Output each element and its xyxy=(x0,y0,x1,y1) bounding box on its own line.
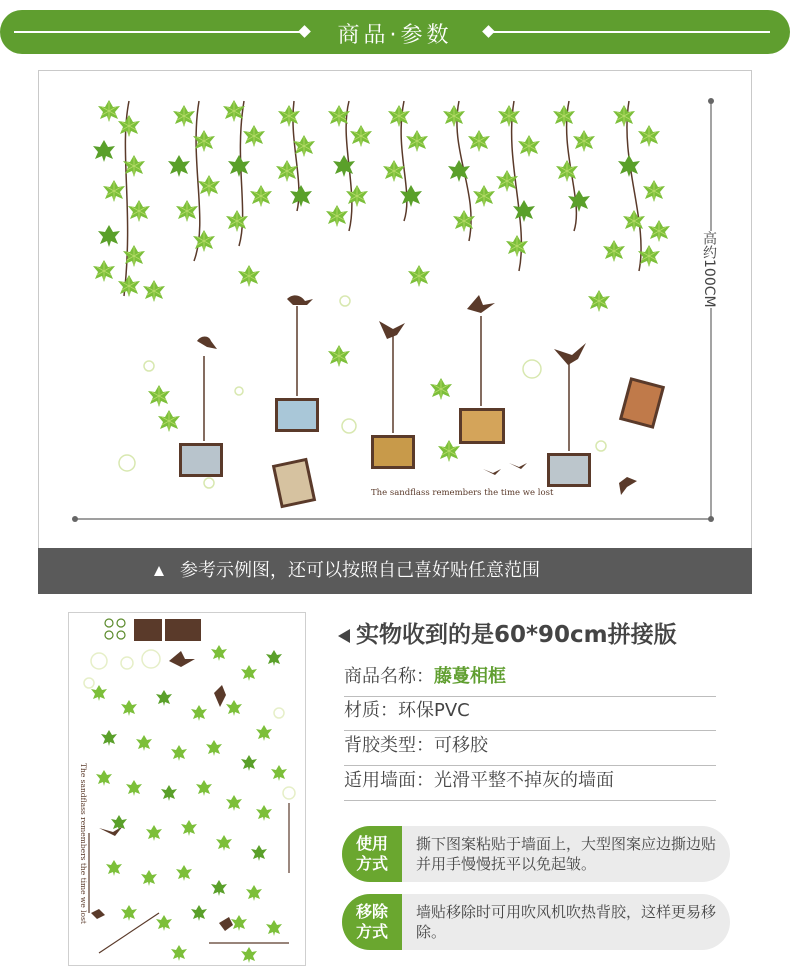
spec-value: 藤蔓相框 xyxy=(434,666,506,687)
caret-up-icon xyxy=(154,566,164,576)
badge-line: 方式 xyxy=(355,922,388,941)
spec-label: 材质： xyxy=(344,700,398,721)
spec-row-name xyxy=(344,662,716,697)
usage-text: 撕下图案粘贴于墙面上，大型图案应边撕边贴并用手慢慢抚平以免起皱。 xyxy=(416,835,717,873)
badge-line: 使用 xyxy=(355,834,388,853)
spec-value: 可移胶 xyxy=(434,735,488,756)
usage-badge xyxy=(342,826,402,882)
sticker-sheet-illustration xyxy=(69,613,305,965)
height-label: 高约100CM xyxy=(701,231,717,308)
removal-text: 墙贴移除时可用吹风机吹热背胶，这样更易移除。 xyxy=(416,903,717,941)
spec-value: 环保PVC xyxy=(398,700,470,721)
badge-line: 移除 xyxy=(355,902,388,921)
banner-line-right xyxy=(490,31,770,33)
product-thumbnail xyxy=(68,612,306,966)
spec-row-wall xyxy=(344,766,716,801)
spec-value: 光滑平整不掉灰的墙面 xyxy=(434,770,614,791)
example-image xyxy=(38,70,752,550)
spec-row-material xyxy=(344,696,716,731)
example-caption-bar xyxy=(38,548,752,594)
product-headline xyxy=(338,616,677,649)
removal-method xyxy=(342,894,730,950)
removal-badge xyxy=(342,894,402,950)
section-banner xyxy=(0,10,790,54)
spec-label: 商品名称： xyxy=(344,666,434,687)
badge-line: 方式 xyxy=(355,854,388,873)
vine-frames-illustration xyxy=(39,71,751,549)
spec-label: 背胶类型： xyxy=(344,735,434,756)
spec-label: 适用墙面： xyxy=(344,770,434,791)
thumbnail-motto: The sandflass remembers the time we lost xyxy=(79,763,88,924)
headline-text: 实物收到的是60*90cm拼接版 xyxy=(356,622,677,648)
motto-text: The sandflass remembers the time we lost xyxy=(371,488,554,498)
banner-title: 商品·参数 xyxy=(337,23,453,48)
triangle-left-icon xyxy=(338,629,350,643)
usage-method xyxy=(342,826,730,882)
example-caption: 参考示例图，还可以按照自己喜好贴任意范围 xyxy=(180,560,540,581)
spec-row-adhesive xyxy=(344,731,716,766)
